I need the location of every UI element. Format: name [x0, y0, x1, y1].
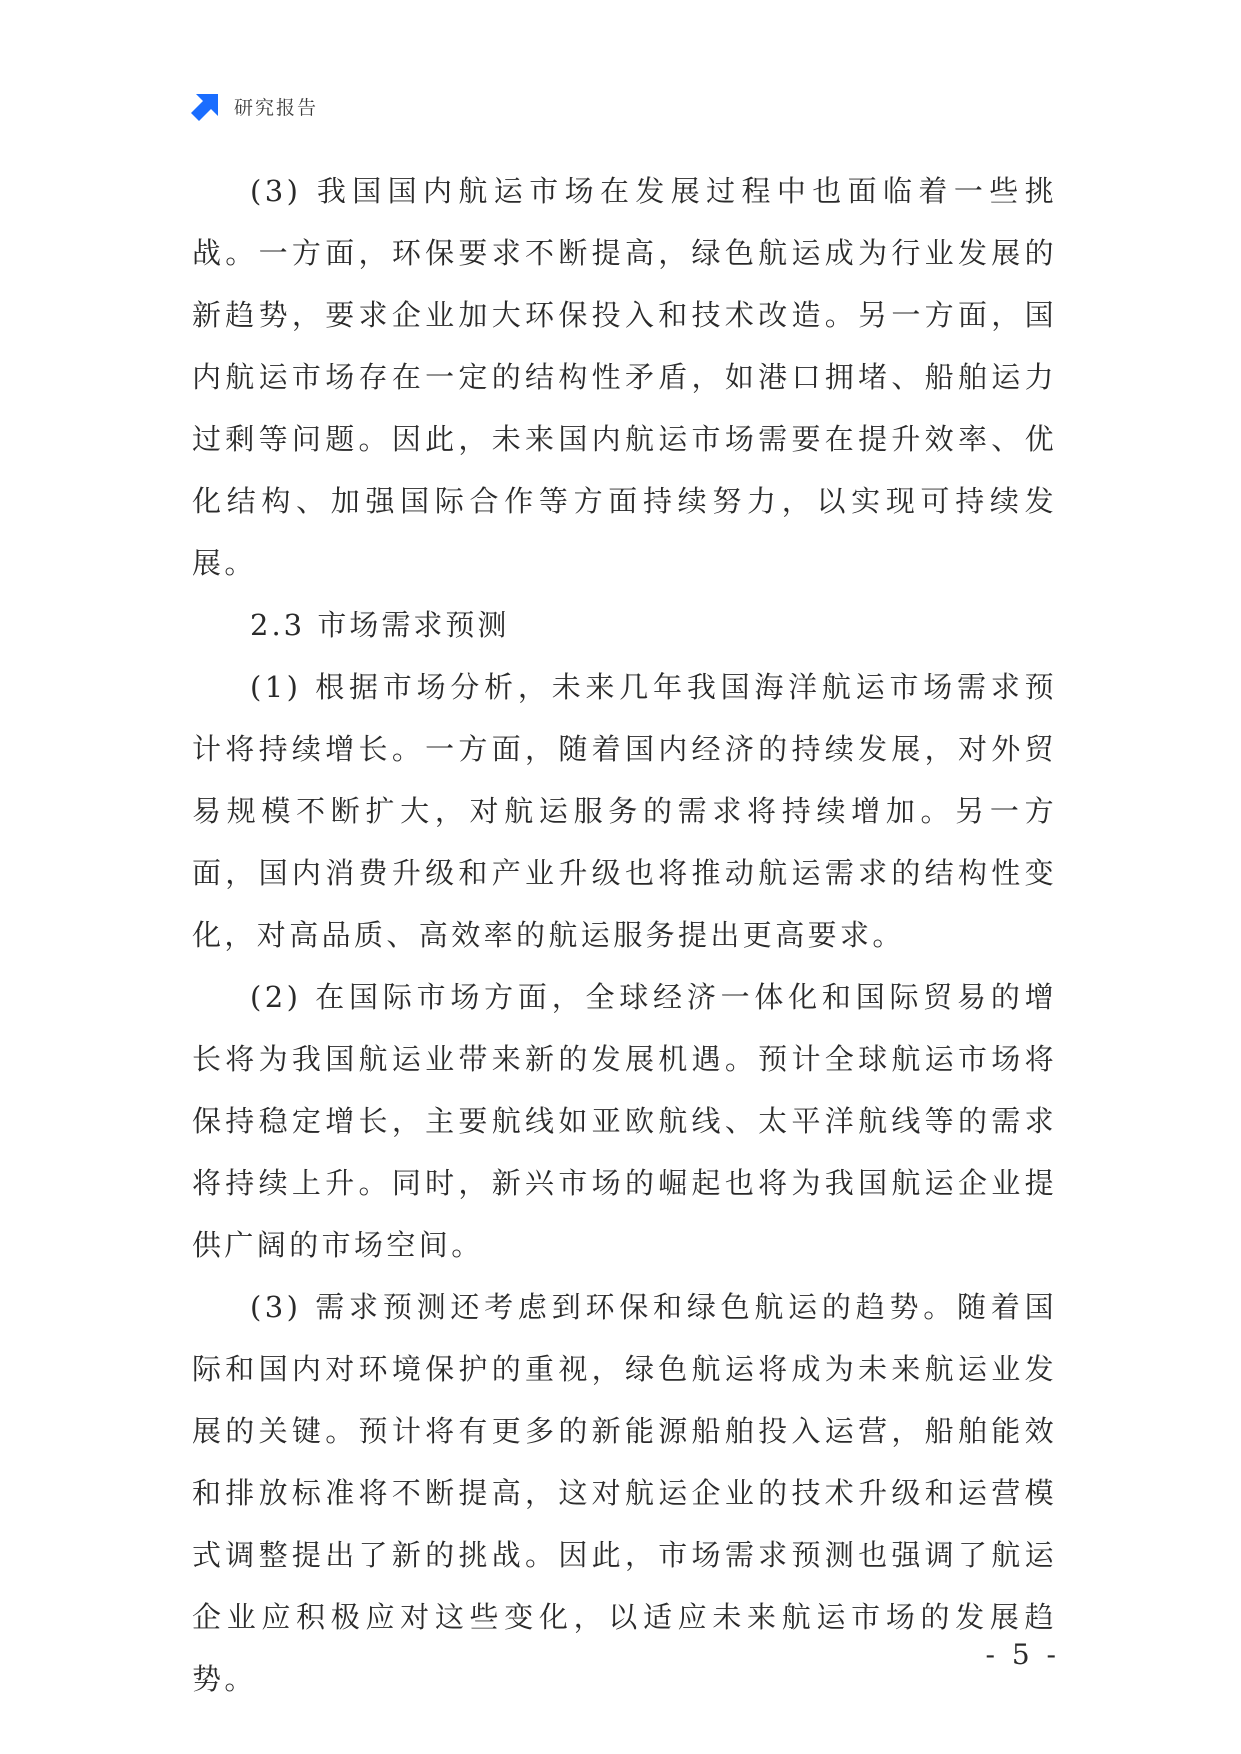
section-heading-demand-forecast: 2.3 市场需求预测 [250, 608, 510, 642]
paragraph-demand-growth: (1) 根据市场分析，未来几年我国海洋航运市场需求预计将持续增长。一方面，随着国内经济的持续发展，对外贸易规模不断扩大，对航运服务的需求将持续增加。另一方面，国内消费升级和产业升级也将推动航运需求的结构性变化，对高品质、高效率的航运服务提出更高要求。 [192, 670, 1057, 952]
page-number: - 5 - [985, 1638, 1060, 1671]
arrow-up-right-icon [190, 90, 222, 122]
report-header [190, 88, 318, 124]
paragraph-domestic-challenges: (3) 我国国内航运市场在发展过程中也面临着一些挑战。一方面，环保要求不断提高，绿色航运成为行业发展的新趋势，要求企业加大环保投入和技术改造。另一方面，国内航运市场存在一定的结构性矛盾，如港口拥堵、船舶运力过剩等问题。因此，未来国内航运市场需要在提升效率、优化结构、加强国际合作等方面持续努力，以实现可持续发展。 [192, 174, 1057, 580]
paragraph-international-market: (2) 在国际市场方面，全球经济一体化和国际贸易的增长将为我国航运业带来新的发展机遇。预计全球航运市场将保持稳定增长，主要航线如亚欧航线、太平洋航线等的需求将持续上升。同时，新兴市场的崛起也将为我国航运企业提供广阔的市场空间。 [192, 980, 1057, 1262]
header-title: 研究报告 [234, 96, 319, 119]
paragraph-green-shipping: (3) 需求预测还考虑到环保和绿色航运的趋势。随着国际和国内对环境保护的重视，绿色航运将成为未来航运业发展的关键。预计将有更多的新能源船舶投入运营，船舶能效和排放标准将不断提高，这对航运企业的技术升级和运营模式调整提出了新的挑战。因此，市场需求预测也强调了航运企业应积极应对这些变化，以适应未来航运市场的发展趋势。 [192, 1290, 1057, 1696]
document-body [192, 160, 1057, 1710]
